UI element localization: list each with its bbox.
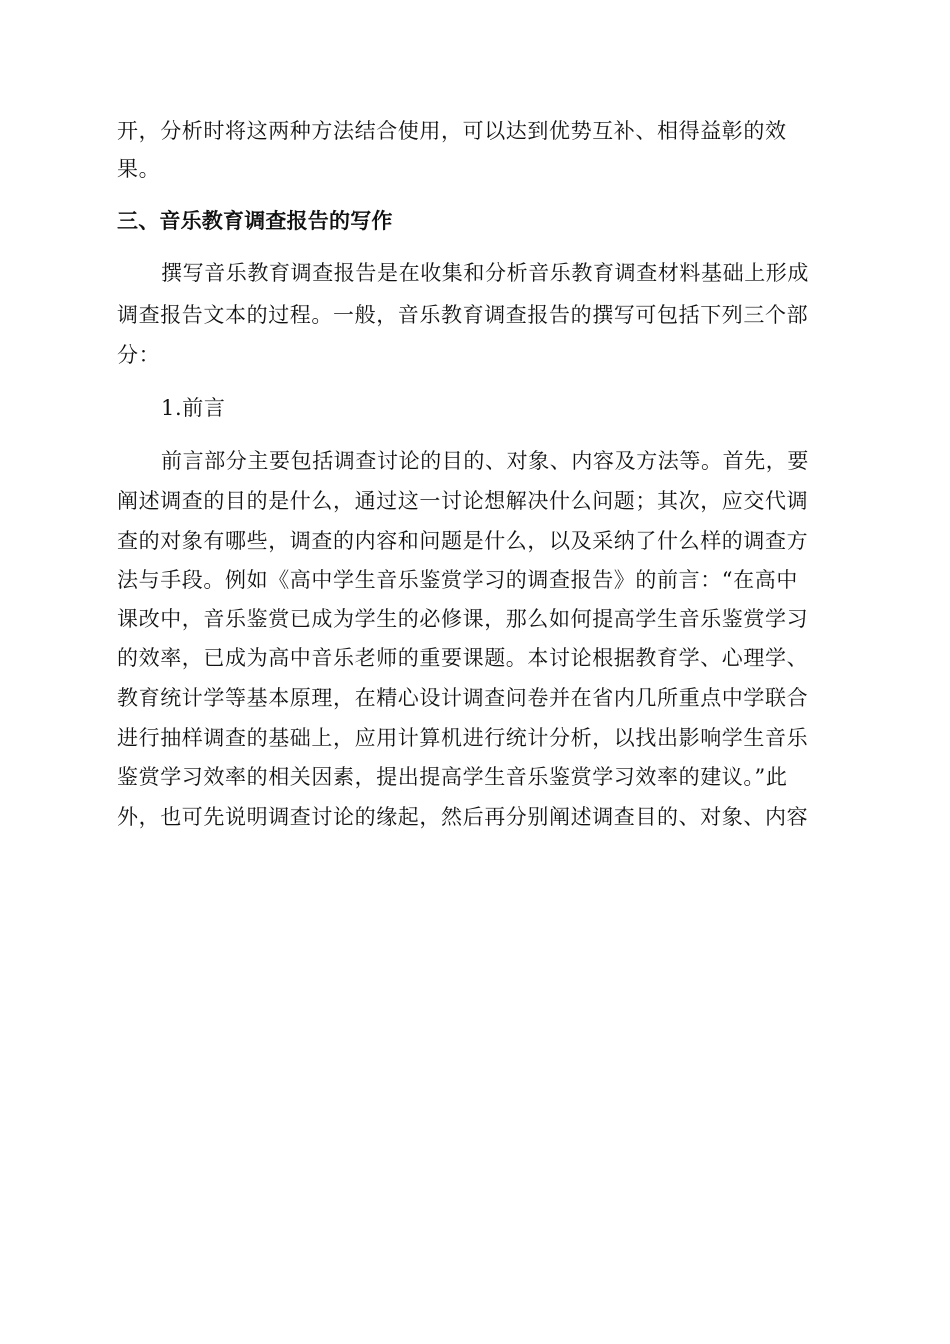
paragraph-line: 查的对象有哪些，调查的内容和问题是什么，以及采纳了什么样的调查方	[117, 529, 809, 553]
subsection-heading: 1.前言	[161, 396, 226, 420]
paragraph-line: 课改中，音乐鉴赏已成为学生的必修课，那么如何提高学生音乐鉴赏学习	[117, 607, 809, 631]
paragraph-line: 分：	[117, 343, 161, 367]
paragraph-line: 调查报告文本的过程。一般，音乐教育调查报告的撰写可包括下列三个部	[117, 303, 809, 327]
paragraph-line: 进行抽样调查的基础上，应用计算机进行统计分析，以找出影响学生音乐	[117, 726, 809, 750]
paragraph-line: 撰写音乐教育调查报告是在收集和分析音乐教育调查材料基础上形成	[161, 261, 809, 285]
paragraph-line: 的效率，已成为高中音乐老师的重要课题。本讨论根据教育学、心理学、	[117, 646, 809, 670]
paragraph-continuation-line: 果。	[117, 157, 161, 181]
paragraph-line: 法与手段。例如《高中学生音乐鉴赏学习的调查报告》的前言：“在高中	[117, 568, 798, 592]
paragraph-continuation-line: 开，分析时将这两种方法结合使用，可以达到优势互补、相得益彰的效	[117, 119, 787, 143]
paragraph-line: 鉴赏学习效率的相关因素，提出提高学生音乐鉴赏学习效率的建议。”此	[117, 765, 788, 789]
paragraph-line: 外，也可先说明调查讨论的缘起，然后再分别阐述调查目的、对象、内容	[117, 805, 809, 829]
paragraph-line: 前言部分主要包括调查讨论的目的、对象、内容及方法等。首先，要	[161, 449, 809, 473]
paragraph-line: 教育统计学等基本原理，在精心设计调查问卷并在省内几所重点中学联合	[117, 686, 809, 710]
paragraph-line: 阐述调查的目的是什么，通过这一讨论想解决什么问题；其次，应交代调	[117, 489, 809, 513]
section-heading: 三、音乐教育调查报告的写作	[117, 209, 393, 233]
